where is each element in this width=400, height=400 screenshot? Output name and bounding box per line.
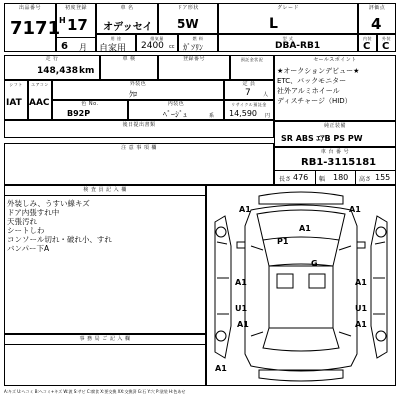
chassis-box: [274, 147, 396, 185]
interior-color: ﾍﾞｰｼﾞｭ: [163, 110, 187, 119]
mark-right-a1-b: A1: [355, 320, 367, 329]
fuel-box: [178, 34, 218, 52]
capacity-label: 定 員: [242, 81, 256, 87]
mark-rear: A1: [215, 364, 227, 373]
recycle-unit: 円: [265, 113, 271, 119]
recycle-fee: 14,590: [229, 109, 257, 118]
mark-left-u1: U1: [235, 304, 248, 313]
ac-value: AAC: [29, 98, 50, 108]
shaken-label: 車 検: [122, 56, 136, 62]
recycle-status-box: [230, 55, 274, 80]
type-box: [218, 34, 358, 52]
sales-point-4: ディスチャージ（HID）: [277, 97, 352, 105]
color-label: 外装色: [129, 81, 147, 87]
recycle-fee-box: [224, 100, 274, 120]
mileage-label: 走 行: [45, 56, 59, 62]
shift-value: IAT: [6, 98, 22, 108]
interior-color-box: [128, 100, 224, 120]
month-unit: 月: [79, 43, 87, 52]
mark-front-center: A1: [299, 224, 311, 233]
mark-g: G: [311, 259, 318, 268]
capacity-unit: 人: [263, 92, 269, 98]
inspection-line-3: 天張汚れ: [7, 217, 37, 226]
car-name: オデッセイ: [103, 22, 153, 33]
recycle-status-label: 預託金状況: [240, 57, 264, 62]
era-letter: H: [59, 16, 66, 25]
grade-label: グレード: [276, 5, 299, 11]
mark-p1: P1: [277, 237, 289, 246]
register-label: 登録番号: [182, 56, 205, 62]
color-value: ｸﾛ: [129, 90, 137, 99]
capacity-value: 7: [245, 88, 251, 98]
door-box: [158, 3, 218, 34]
exterior-label: 外装: [382, 36, 391, 41]
notes-box: [4, 143, 274, 185]
score-label: 評価点: [368, 5, 386, 11]
length-label: 長さ: [279, 176, 292, 183]
usage-value: 自家用: [99, 44, 127, 54]
first-registration-label: 初度登録: [64, 5, 87, 11]
backup-docs-box: [4, 120, 274, 138]
mark-front-right: A1: [349, 205, 361, 214]
shift-box: [4, 80, 28, 120]
recycle-fee-label: リサイクル預託金: [231, 102, 267, 107]
inspection-line-2: ドア内張すれ中: [7, 208, 60, 217]
inspection-line-6: バンパー下A: [7, 244, 50, 253]
width-label: 幅: [319, 176, 326, 183]
sales-points-box: [274, 55, 396, 121]
exhibit-number-label: 出品番号: [18, 5, 41, 11]
chassis-number: RB1-3115181: [301, 157, 377, 168]
damage-legend: A:キズ U:ヘコミ B:ヘコミ+キズ W:波 S:サビ C:腐食 X:要交換 XX:交換済 G:石 Y:穴 P:塗装 H:色あせ: [4, 389, 186, 394]
backup-docs-label: 後日提出書類: [122, 122, 156, 128]
interior-score-box: [358, 34, 377, 52]
sales-point-1: ★オークションデビュー★: [277, 67, 360, 75]
mark-left-a1-b: A1: [237, 320, 249, 329]
displacement-box: [136, 34, 178, 52]
grade-value: L: [269, 16, 278, 32]
width-value: 180: [333, 173, 349, 182]
mark-right-u1: U1: [355, 304, 368, 313]
usage-box: [96, 34, 136, 52]
ac-box: [28, 80, 52, 120]
score-value: 4: [371, 15, 382, 33]
type-value: DBA-RB1: [275, 41, 321, 51]
mileage-value: 148,438: [37, 66, 78, 76]
color-number-label: 色 No.: [81, 101, 99, 107]
color-number-box: [52, 100, 128, 120]
ac-label: エアコン: [31, 82, 49, 87]
mileage-unit: km: [79, 66, 95, 76]
notes-title: 注 意 事 項 欄: [121, 145, 157, 151]
mileage-box: [4, 55, 100, 80]
equipment-title: 純正装備: [323, 123, 346, 129]
capacity-box: [224, 80, 274, 100]
displacement-label: 排気量: [150, 36, 164, 41]
inspection-line-5: コンソール切れ・破れ小、すれ: [7, 235, 112, 244]
exterior-score-box: [377, 34, 396, 52]
first-registration-box: [56, 3, 96, 52]
office-box: [4, 334, 206, 386]
exterior-score: C: [382, 41, 390, 52]
height-label: 高さ: [359, 176, 372, 183]
mark-right-a1: A1: [355, 278, 367, 287]
displacement-unit: cc: [169, 44, 175, 50]
equipment-box: [274, 121, 396, 147]
mark-front-left: A1: [239, 205, 251, 214]
grade-box: [218, 3, 358, 34]
chassis-title: 車 台 番 号: [320, 149, 350, 155]
inspection-box: [4, 185, 206, 334]
interior-label: 内装: [363, 36, 372, 41]
fuel-value: ｶﾞｿﾘﾝ: [183, 43, 203, 52]
equipment-items: SR ABS ｴｱB PS PW: [281, 134, 363, 143]
door-type: 5W: [177, 17, 199, 31]
color-box: [52, 80, 224, 100]
registration-year: 17: [67, 16, 88, 34]
displacement-value: 2400: [141, 41, 164, 51]
register-box: [158, 55, 230, 80]
door-label: ドア形状: [177, 5, 199, 11]
registration-month: 6: [61, 41, 68, 52]
car-diagram: [206, 185, 396, 386]
height-value: 155: [375, 173, 391, 182]
exhibit-number: 7171: [10, 18, 61, 39]
office-title: 事 務 局 ご 記 入 欄: [79, 336, 131, 342]
inspection-title: 検 査 員 記 入 欄: [83, 187, 127, 193]
car-name-label: 車 名: [120, 5, 134, 11]
car-name-box: [96, 3, 158, 34]
sales-point-2: ETC、バックモニター: [277, 77, 347, 85]
interior-color-label: 内装色: [167, 101, 185, 107]
score-box: [358, 3, 396, 34]
usage-label: 用 途: [110, 36, 122, 41]
interior-color-unit: 系: [209, 113, 215, 119]
exhibit-number-box: [4, 3, 61, 52]
inspection-line-1: 外装しみ、うすい線キズ: [7, 199, 90, 208]
mark-left-a1: A1: [235, 278, 247, 287]
inspection-line-4: シートしわ: [7, 226, 45, 235]
fuel-label: 燃 料: [192, 36, 204, 41]
color-number: B92P: [67, 109, 91, 118]
length-value: 476: [293, 173, 309, 182]
sales-point-3: 社外アルミホイール: [277, 87, 340, 95]
shaken-box: [100, 55, 158, 80]
shift-label: シフト: [9, 82, 23, 87]
interior-score: C: [363, 41, 371, 52]
type-label: 型 式: [282, 36, 294, 41]
sales-points-title: セールスポイント: [313, 57, 357, 63]
